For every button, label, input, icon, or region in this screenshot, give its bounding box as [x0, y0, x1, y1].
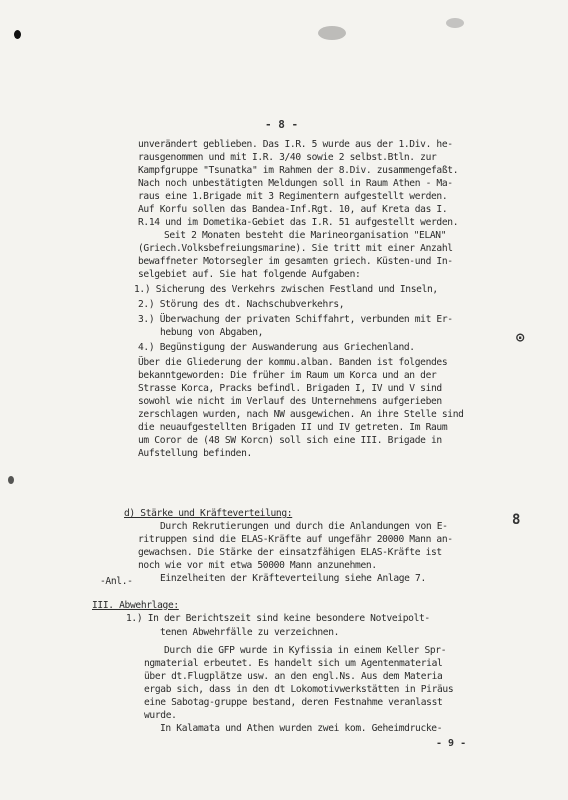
text-line: tenen Abwehrfälle zu verzeichnen.: [160, 627, 340, 638]
text-line: zerschlagen wurden, nach NW ausgewichen. An ihre Stelle sind: [138, 409, 464, 420]
list-item: 1.) In der Berichtszeit sind keine besondere Notveipolt-: [126, 613, 430, 624]
text-line: selgebiet auf. Sie hat folgende Aufgaben:: [138, 269, 361, 280]
text-line: wurde.: [144, 710, 177, 721]
text-line: raus eine 1.Brigade mit 3 Regimentern aufgestellt werden.: [138, 191, 448, 202]
text-line: über dt.Flugplätze usw. an den engl.Ns. Aus dem Materia: [144, 671, 443, 682]
list-item: 2.) Störung des dt. Nachschubverkehrs,: [138, 299, 345, 310]
text-line: R.14 und im Dometika-Gebiet das I.R. 51 aufgestellt werden.: [138, 217, 459, 228]
smudge-mark: [318, 26, 346, 40]
margin-note: -Anl.-: [100, 576, 133, 587]
list-item: 1.) Sicherung des Verkehrs zwischen Festland und Inseln,: [134, 284, 438, 295]
section-heading: III. Abwehrlage:: [92, 600, 179, 611]
text-line: Über die Gliederung der kommu.alban. Banden ist folgendes: [138, 357, 448, 368]
text-line: noch wie vor mit etwa 50000 Mann anzunehmen.: [138, 560, 377, 571]
punch-hole-mark: [8, 476, 14, 484]
text-line: gewachsen. Die Stärke der einsatzfähigen ELAS-Kräfte ist: [138, 547, 442, 558]
text-line: die neuaufgestellten Brigaden II und IV getreten. Im Raum: [138, 422, 448, 433]
text-line: Durch Rekrutierungen und durch die Anlandungen von E-: [160, 521, 448, 532]
punch-hole-mark: [14, 30, 21, 39]
text-line: Strasse Korca, Pracks befindl. Brigaden I, IV und V sind: [138, 383, 442, 394]
text-line: eine Sabotag-gruppe bestand, deren Festnahme veranlasst: [144, 697, 443, 708]
text-line: ngmaterial erbeutet. Es handelt sich um Agentenmaterial: [144, 658, 443, 669]
text-line: Seit 2 Monaten besteht die Marineorganisation "ELAN": [164, 230, 447, 241]
text-line: Aufstellung befinden.: [138, 448, 252, 459]
next-page-number: - 9 -: [436, 738, 467, 749]
text-line: unverändert geblieben. Das I.R. 5 wurde aus der 1.Div. he-: [138, 139, 453, 150]
text-line: Durch die GFP wurde in Kyfissia in einem Keller Spr-: [164, 645, 447, 656]
smudge-mark: [446, 18, 464, 28]
text-line: Nach noch unbestätigten Meldungen soll in Raum Athen - Ma-: [138, 178, 453, 189]
text-line: bekanntgeworden: Die früher im Raum um Korca und an der: [138, 370, 437, 381]
text-line: In Kalamata und Athen wurden zwei kom. Geheimdrucke-: [160, 723, 443, 734]
text-line: Auf Korfu sollen das Bandea-Inf.Rgt. 10, auf Kreta das I.: [138, 204, 448, 215]
text-line: hebung von Abgaben,: [160, 327, 264, 338]
margin-cross-mark: 8: [512, 512, 521, 528]
text-line: Kampfgruppe "Tsunatka" im Rahmen der 8.Div. zusammengefaßt.: [138, 165, 459, 176]
text-line: sowohl wie nicht im Verlauf des Unternehmens aufgerieben: [138, 396, 442, 407]
text-line: ritruppen sind die ELAS-Kräfte auf ungefähr 20000 Mann an-: [138, 534, 453, 545]
margin-circle-mark: ⊙: [516, 330, 525, 346]
list-item: 4.) Begünstigung der Auswanderung aus Griechenland.: [138, 342, 415, 353]
section-heading: d) Stärke und Kräfteverteilung:: [124, 508, 293, 519]
text-line: bewaffneter Motorsegler im gesamten griech. Küsten-und In-: [138, 256, 453, 267]
text-line: ergab sich, dass in den dt Lokomotivwerkstätten in Piräus: [144, 684, 454, 695]
page-number: - 8 -: [265, 118, 299, 131]
text-line: rausgenommen und mit I.R. 3/40 sowie 2 selbst.Btln. zur: [138, 152, 437, 163]
text-line: Einzelheiten der Kräfteverteilung siehe Anlage 7.: [160, 573, 426, 584]
text-line: um Coror de (48 SW Korcn) soll sich eine III. Brigade in: [138, 435, 442, 446]
list-item: 3.) Überwachung der privaten Schiffahrt, verbunden mit Er-: [138, 314, 453, 325]
text-line: (Griech.Volksbefreiungsmarine). Sie tritt mit einer Anzahl: [138, 243, 453, 254]
